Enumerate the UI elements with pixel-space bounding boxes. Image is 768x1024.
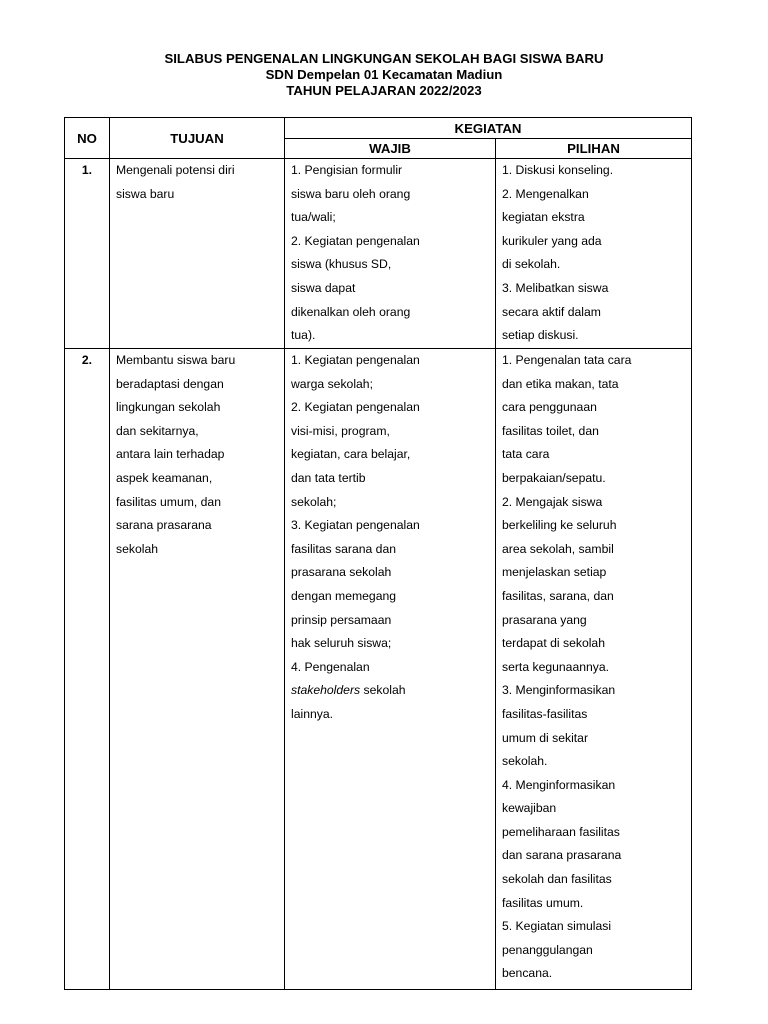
- pilihan-line: penanggulangan: [502, 942, 593, 957]
- wajib-line: [291, 679, 491, 703]
- wajib-line: prasarana sekolah: [291, 565, 392, 580]
- pilihan-line: 2. Mengenalkan: [502, 186, 589, 201]
- tujuan-cell: [110, 159, 285, 349]
- pilihan-line: pemeliharaan fasilitas: [502, 824, 620, 839]
- wajib-line: siswa baru oleh orang: [291, 186, 411, 201]
- syllabus-table: [64, 117, 692, 990]
- pilihan-line: umum di sekitar: [502, 730, 589, 745]
- document-header: [0, 51, 768, 99]
- pilihan-line: fasilitas-fasilitas: [502, 706, 588, 721]
- wajib-line: siswa (khusus SD,: [291, 257, 392, 272]
- pilihan-line: kewajiban: [502, 801, 557, 816]
- wajib-line: 4. Pengenalan: [291, 659, 370, 674]
- pilihan-line: secara aktif dalam: [502, 304, 601, 319]
- pilihan-line: fasilitas toilet, dan: [502, 423, 599, 438]
- tujuan-line: aspek keamanan,: [116, 470, 213, 485]
- wajib-line: hak seluruh siswa;: [291, 636, 392, 651]
- tujuan-line: Membantu siswa baru: [116, 353, 236, 367]
- wajib-line: dikenalkan oleh orang: [291, 304, 411, 319]
- pilihan-cell: [496, 349, 692, 990]
- tujuan-line: sekolah: [116, 541, 159, 556]
- wajib-line: kegiatan, cara belajar,: [291, 447, 411, 462]
- pilihan-line: area sekolah, sambil: [502, 541, 614, 556]
- school-name: SDN Dempelan 01 Kecamatan Madiun: [265, 67, 503, 82]
- tujuan-line: dan sekitarnya,: [116, 423, 199, 438]
- pilihan-line: setiap diskusi.: [502, 328, 579, 343]
- document-title: SILABUS PENGENALAN LINGKUNGAN SEKOLAH BAGI SISWA BARU: [164, 51, 604, 66]
- wajib-line: 1. Pengisian formulir: [291, 163, 403, 177]
- wajib-line-rest: sekolah: [360, 683, 406, 698]
- tujuan-line: sarana prasarana: [116, 518, 212, 533]
- academic-year: TAHUN PELAJARAN 2022/2023: [286, 83, 482, 98]
- wajib-line: 2. Kegiatan pengenalan: [291, 233, 420, 248]
- wajib-line: siswa dapat: [291, 280, 356, 295]
- pilihan-line: serta kegunaannya.: [502, 659, 610, 674]
- pilihan-line: 2. Mengajak siswa: [502, 494, 603, 509]
- pilihan-line: sekolah.: [502, 754, 548, 769]
- column-header-no: NO: [65, 118, 110, 159]
- wajib-line: fasilitas sarana dan: [291, 541, 397, 556]
- pilihan-line: menjelaskan setiap: [502, 565, 607, 580]
- wajib-italic-term: stakeholders: [291, 683, 361, 698]
- wajib-line: 1. Kegiatan pengenalan: [291, 353, 420, 367]
- pilihan-line: tata cara: [502, 447, 550, 462]
- wajib-cell: [285, 349, 496, 990]
- column-header-wajib: WAJIB: [285, 139, 496, 159]
- pilihan-cell: [496, 159, 692, 349]
- column-header-kegiatan: KEGIATAN: [285, 118, 692, 139]
- pilihan-line: berpakaian/sepatu.: [502, 470, 606, 485]
- row-number: 2.: [65, 349, 110, 990]
- pilihan-line: bencana.: [502, 966, 553, 981]
- column-header-pilihan: PILIHAN: [496, 139, 692, 159]
- tujuan-line: siswa baru: [116, 186, 175, 201]
- pilihan-line: di sekolah.: [502, 257, 561, 272]
- wajib-line: warga sekolah;: [291, 376, 373, 391]
- pilihan-line: kurikuler yang ada: [502, 233, 602, 248]
- wajib-line: lainnya.: [291, 706, 334, 721]
- pilihan-line: sekolah dan fasilitas: [502, 872, 612, 887]
- pilihan-line: cara penggunaan: [502, 400, 597, 415]
- wajib-line: dan tata tertib: [291, 470, 366, 485]
- pilihan-line: kegiatan ekstra: [502, 210, 585, 225]
- wajib-line: prinsip persamaan: [291, 612, 392, 627]
- tujuan-line: fasilitas umum, dan: [116, 494, 221, 509]
- pilihan-line: terdapat di sekolah: [502, 636, 605, 651]
- tujuan-line: beradaptasi dengan: [116, 376, 224, 391]
- pilihan-line: 1. Pengenalan tata cara: [502, 353, 632, 367]
- pilihan-line: 4. Menginformasikan: [502, 777, 616, 792]
- tujuan-line: antara lain terhadap: [116, 447, 225, 462]
- pilihan-line: prasarana yang: [502, 612, 587, 627]
- tujuan-cell: [110, 349, 285, 990]
- pilihan-line: fasilitas, sarana, dan: [502, 588, 614, 603]
- pilihan-line: 3. Melibatkan siswa: [502, 280, 609, 295]
- pilihan-line: 5. Kegiatan simulasi: [502, 919, 612, 934]
- table-row: [65, 349, 692, 990]
- wajib-line: 2. Kegiatan pengenalan: [291, 400, 420, 415]
- pilihan-line: dan sarana prasarana: [502, 848, 622, 863]
- pilihan-line: dan etika makan, tata: [502, 376, 619, 391]
- row-number: 1.: [65, 159, 110, 349]
- wajib-line: tua/wali;: [291, 210, 336, 225]
- wajib-line: 3. Kegiatan pengenalan: [291, 518, 420, 533]
- wajib-line: sekolah;: [291, 494, 337, 509]
- pilihan-line: berkeliling ke seluruh: [502, 518, 617, 533]
- pilihan-line: 3. Menginformasikan: [502, 683, 616, 698]
- wajib-line: tua).: [291, 328, 316, 343]
- table-row: [65, 159, 692, 349]
- tujuan-line: Mengenali potensi diri: [116, 163, 235, 177]
- wajib-line: visi-misi, program,: [291, 423, 390, 438]
- pilihan-line: fasilitas umum.: [502, 895, 584, 910]
- tujuan-line: lingkungan sekolah: [116, 400, 221, 415]
- wajib-line: dengan memegang: [291, 588, 397, 603]
- wajib-cell: [285, 159, 496, 349]
- column-header-tujuan: TUJUAN: [110, 118, 285, 159]
- pilihan-line: 1. Diskusi konseling.: [502, 163, 614, 177]
